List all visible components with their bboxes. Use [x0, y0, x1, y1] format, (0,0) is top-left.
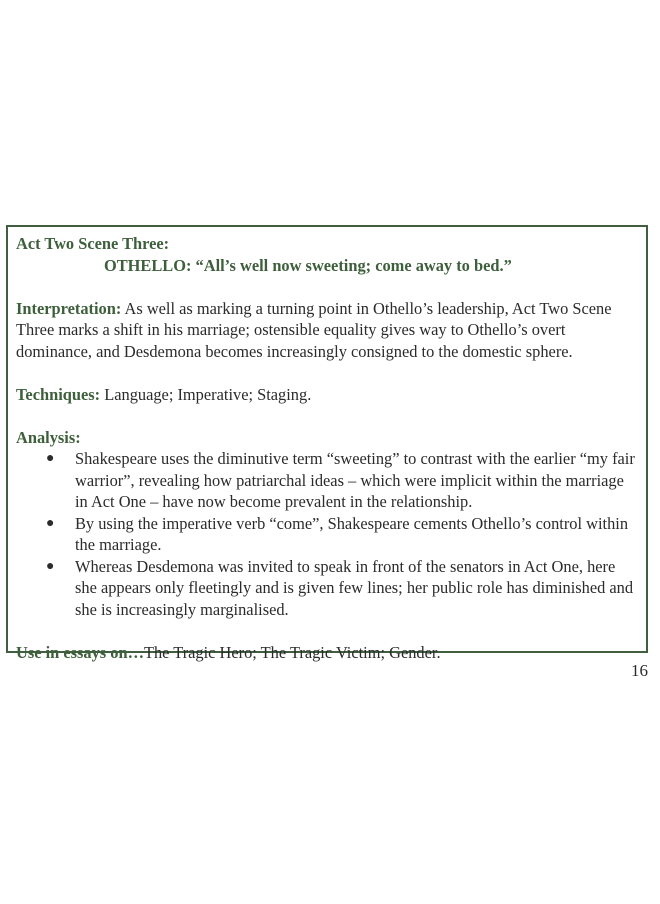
analysis-label: Analysis: [16, 427, 81, 447]
interpretation-paragraph [16, 298, 637, 363]
revision-card [6, 225, 648, 662]
page-number: 16 [631, 661, 648, 680]
list-item [16, 513, 637, 556]
quote: OTHELLO: “All’s well now sweeting; come away to bed.” [104, 255, 512, 275]
analysis-point: Shakespeare uses the diminutive term “sweeting” to contrast with the earlier “my fair warrior”, revealing how patriarchal ideas – which were implicit within the marriage in Act One – have now become prevalent in the relationship. [75, 449, 635, 511]
techniques-text: Language; Imperative; Staging. [100, 384, 312, 404]
bullet-icon: ● [46, 515, 55, 531]
list-item [16, 556, 637, 621]
interpretation-label: Interpretation: [16, 298, 122, 318]
analysis-point: Whereas Desdemona was invited to speak in front of the senators in Act One, here she appears only fleetingly and is given few lines; her public role has diminished and she is increasingly marginalised. [75, 556, 634, 619]
techniques-paragraph [16, 384, 637, 406]
list-item [16, 448, 637, 513]
act-heading: Act Two Scene Three: [16, 234, 170, 253]
bullet-icon: ● [46, 451, 55, 466]
use-in-essays-label: Use in essays on… [16, 642, 144, 662]
analysis-point: By using the imperative verb “come”, Shakespeare cements Othello’s control within the marriage. [75, 513, 629, 554]
use-in-essays-paragraph [16, 642, 637, 664]
interpretation-text: As well as marking a turning point in Othello’s leadership, Act Two Scene Three marks a shift in his marriage; ostensible equality gives way to Othello’s overt dominance, and Desdemona becomes increasingly consigned to the domestic sphere. [16, 298, 612, 361]
techniques-label: Techniques: [16, 384, 101, 404]
analysis-list [16, 448, 637, 620]
bullet-icon: ● [46, 558, 55, 574]
use-in-essays-text: The Tragic Hero; The Tragic Victim; Gender. [143, 642, 441, 662]
